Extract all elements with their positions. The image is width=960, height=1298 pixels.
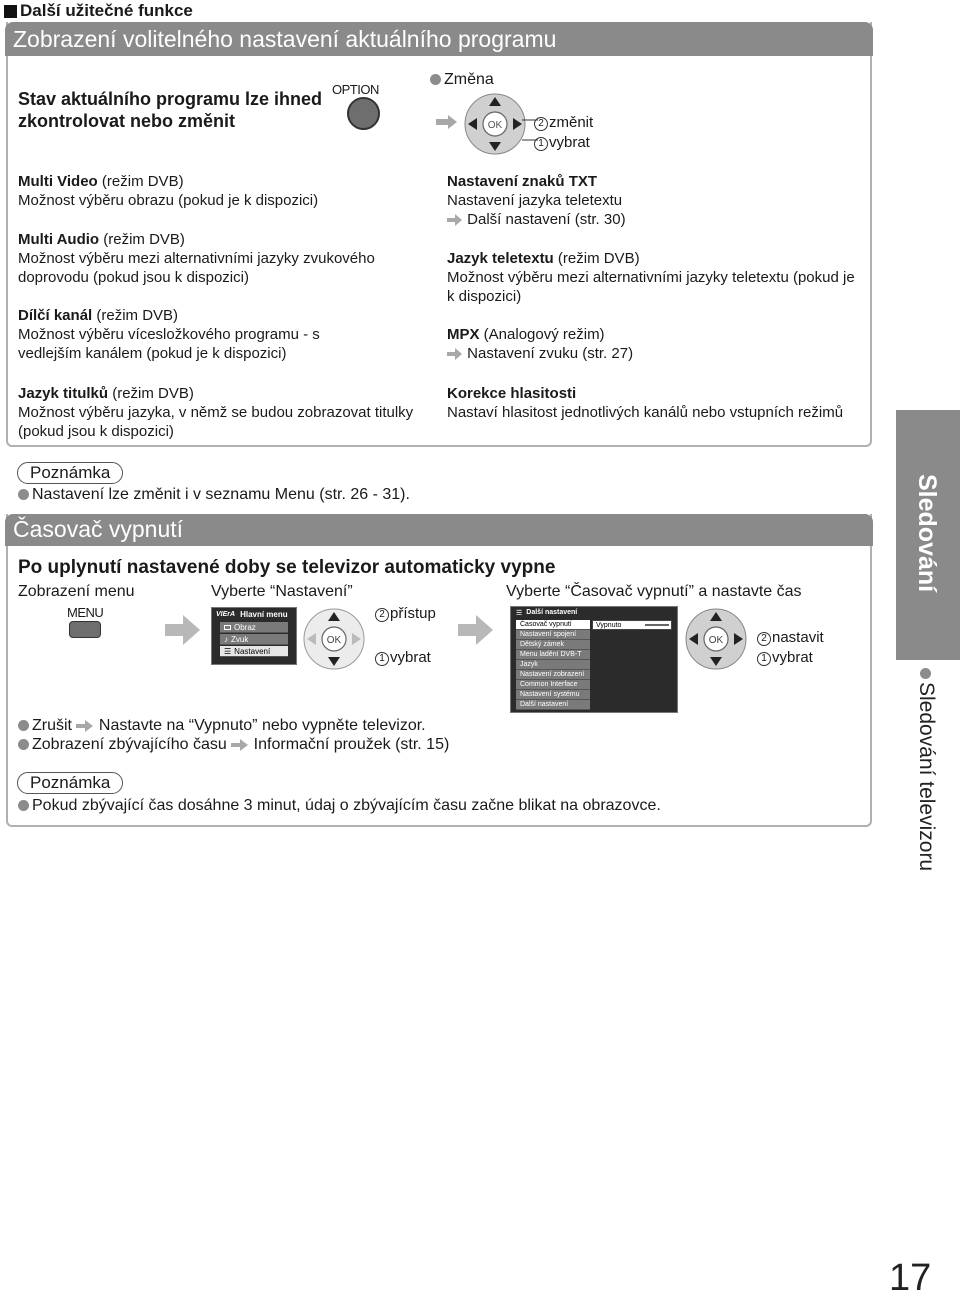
main-menu-item-label: Obraz [234,623,256,632]
option-panel-header [5,22,873,56]
option-item-subtitle-language [18,384,428,441]
item-title: Nastavení znaků TXT [447,173,598,190]
bullet-icon [18,489,29,500]
main-menu-item-label: Nastavení [234,647,271,656]
sidebar-sub [914,668,960,876]
settings-menu-item-label: Nastavení spojení [520,631,577,638]
settings-menu-item[interactable] [516,620,590,630]
main-menu-item[interactable] [220,646,288,657]
timer-step2: Vyberte “Nastavení” [211,583,353,600]
nav1-step1 [375,648,431,667]
item-title: Dílčí kanál [18,307,93,324]
settings-menu-title: Další nastavení [526,609,578,616]
viera-logo: VIErA [216,611,236,618]
settings-menu-item[interactable] [516,670,590,680]
settings-menu-item[interactable] [516,690,590,700]
item-title: Jazyk titulků [18,385,109,402]
circled-one-icon: 1 [375,652,389,666]
main-menu-screen [211,607,297,665]
remaining-label: Zobrazení zbývajícího času [32,736,227,753]
option-panel-title: Zobrazení volitelného nastavení aktuálního programu [13,26,557,52]
menu-button-label: MENU [67,605,104,620]
item-desc: Nastaví hlasitost jednotlivých kanálů nebo vstupních režimů [447,404,844,421]
option-item-volume-correction [447,384,857,422]
timer-panel-title: Časovač vypnutí [13,516,184,542]
option-intro: Stav aktuálního programu lze ihned zkontrolovat nebo změnit [18,89,323,131]
bullet-icon [430,74,441,85]
nav1-step2-text: přístup [390,605,436,622]
square-bullet-icon [4,5,17,18]
item-mode: (režim DVB) [92,307,179,324]
bullet-icon [18,739,29,750]
change-step1 [534,133,590,152]
ok-label: OK [487,120,503,131]
section-title: Další užitečné funkce [20,1,193,20]
section-header [4,1,193,21]
page-number: 17 [889,1257,932,1298]
nav1-step1-text: vybrat [390,649,431,666]
settings-menu-item-label: Časovač vypnutí [520,621,572,628]
dpad-icon[interactable] [463,92,527,156]
remaining-line [18,735,449,755]
main-menu-item-label: Zvuk [231,635,249,644]
settings-menu-screen [510,606,678,713]
circled-two-icon: 2 [757,632,771,646]
picture-icon [224,625,231,630]
item-mode: (režim DVB) [108,385,194,402]
change-step2-text: změnit [549,114,594,131]
item-ref: Další nastavení (str. 30) [467,211,626,228]
option-button-label: OPTION [332,82,379,97]
item-title: Jazyk teletextu [447,250,554,267]
settings-menu-item-label: Nastavení zobrazení [520,671,585,678]
bullet-icon [18,800,29,811]
item-desc: Možnost výběru mezi alternativními jazyky teletextu (pokud je k dispozici) [447,269,855,305]
timer-panel-header [5,514,873,546]
settings-menu-item[interactable] [516,640,590,650]
item-title: Multi Audio [18,231,100,248]
note-badge: Poznámka [17,772,123,794]
cancel-line [18,716,426,736]
sidebar-sub-text: Sledování televizoru [915,682,938,872]
item-title: Korekce hlasitosti [447,385,577,402]
item-title: Multi Video [18,173,98,190]
change-step2 [534,113,593,132]
nav2-step1-text: vybrat [772,649,813,666]
sidebar-tab [896,410,960,660]
option-item-teletext-language [447,249,857,306]
item-title: MPX [447,326,480,343]
timer-step3: Vyberte “Časovač vypnutí” a nastavte čas [506,583,802,600]
timer-note [18,796,661,816]
nav2-step2-text: nastavit [772,629,824,646]
option-item-mpx [447,325,857,363]
arrow-right-icon [447,348,463,360]
settings-menu-item-label: Nastavení systému [520,691,580,698]
cancel-text: Nastavte na “Vypnuto” nebo vypněte televizor. [98,717,426,734]
item-mode: (režim DVB) [553,250,640,267]
arrow-right-icon [436,114,458,130]
circled-one-icon: 1 [534,137,548,151]
main-menu-item[interactable] [220,622,288,633]
option-item-txt-chars [447,172,857,229]
settings-menu-item-label: Common Interface [520,681,578,688]
sleep-timer-value: Vypnuto [596,621,622,629]
settings-menu-item-label: Dětský zámek [520,641,564,648]
big-arrow-right-icon [165,615,201,645]
dpad-icon[interactable] [684,607,748,671]
remaining-text: Informační proužek (str. 15) [253,736,450,753]
settings-menu-item[interactable] [516,660,590,670]
arrow-right-icon [231,739,249,751]
change-label [430,70,494,90]
sidebar-tab-label: Sledování [913,474,941,593]
sleep-timer-value-field[interactable] [592,620,672,630]
item-mode: (Analogový režim) [479,326,605,343]
circled-two-icon: 2 [534,117,548,131]
change-label-text: Změna [444,71,494,88]
item-mode: (režim DVB) [97,173,184,190]
settings-menu-item[interactable] [516,700,590,710]
timer-headline: Po uplynutí nastavené doby se televizor automaticky vypne [18,557,556,578]
value-slider-track [645,624,669,626]
item-desc: Možnost výběru obrazu (pokud je k dispozici) [18,192,319,209]
sidebar-sub-label [914,668,938,871]
svg-text:OK: OK [326,635,342,646]
option-note [18,485,410,505]
item-desc: Nastavení jazyka teletextu [447,192,623,209]
item-desc: Možnost výběru jazyka, v němž se budou zobrazovat titulky (pokud jsou k dispozici) [18,404,414,440]
option-button[interactable] [347,97,380,130]
settings-menu-item[interactable] [516,630,590,640]
arrow-right-icon [76,720,94,732]
arrow-right-icon [447,214,463,226]
list-icon: ☰ [224,647,232,656]
nav2-step1 [757,648,813,667]
big-arrow-right-icon [458,615,494,645]
settings-menu-item-label: Jazyk [520,661,538,668]
settings-menu-item-label: Další nastavení [520,701,569,708]
timer-step1: Zobrazení menu [18,583,135,600]
change-step1-text: vybrat [549,134,590,151]
option-item-multi-video [18,172,428,210]
option-item-subchannel [18,306,378,363]
svg-text:OK: OK [708,635,724,646]
option-note-text: Nastavení lze změnit i v seznamu Menu (str. 26 - 31). [32,486,410,503]
timer-note-text: Pokud zbývající čas dosáhne 3 minut, údaj o zbývajícím času začne blikat na obrazovce. [32,797,661,814]
circled-two-icon: 2 [375,608,389,622]
menu-button[interactable] [69,621,101,638]
settings-menu-item[interactable] [516,650,590,660]
item-desc: Možnost výběru mezi alternativními jazyky zvukového doprovodu (pokud jsou k dispozici) [18,250,375,286]
circled-one-icon: 1 [757,652,771,666]
bullet-icon [18,720,29,731]
nav2-step2 [757,628,824,647]
cancel-label: Zrušit [32,717,72,734]
dpad-icon[interactable] [302,607,366,671]
note-icon: ♪ [224,635,228,644]
main-menu-item[interactable] [220,634,288,645]
item-mode: (režim DVB) [99,231,185,248]
bullet-icon [920,668,931,679]
nav1-step2 [375,604,436,623]
option-item-multi-audio [18,230,428,287]
settings-menu-item[interactable] [516,680,590,690]
item-ref: Nastavení zvuku (str. 27) [467,345,634,362]
item-desc: Možnost výběru vícesložkového programu - s vedlejším kanálem (pokud je k dispozici) [18,326,320,362]
note-badge: Poznámka [17,462,123,484]
main-menu-title: Hlavní menu [240,610,288,619]
settings-menu-item-label: Menu ladění DVB-T [520,651,582,658]
list-icon: ☰ [516,609,523,617]
